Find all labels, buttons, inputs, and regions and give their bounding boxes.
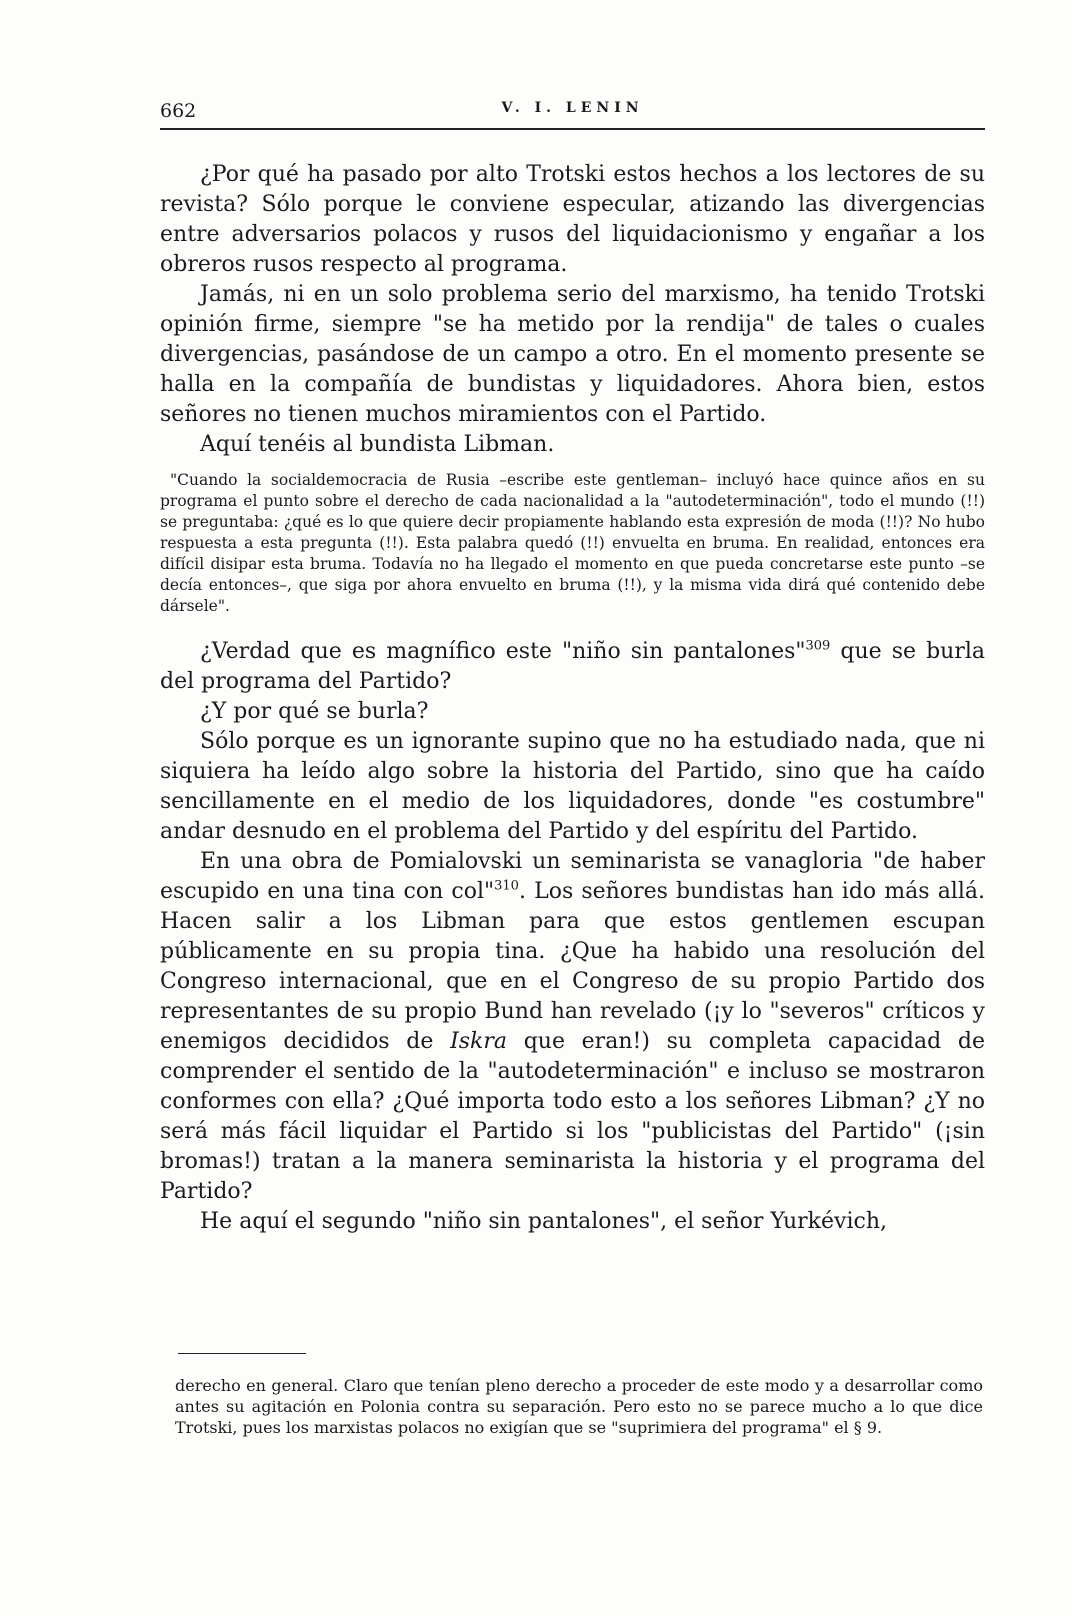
page-header (160, 100, 985, 130)
footnote-text: derecho en general. Claro que tenían pleno derecho a proceder de este modo y a desarrollar como antes su agitación en Polonia contra su separación. Pero esto no se parece mucho a lo que dice Trotski, pues los marxistas polacos no exigían que se "suprimiera del programa" el § 9. (175, 1376, 983, 1437)
footnote-divider (178, 1353, 306, 1354)
paragraph-4 (160, 637, 985, 697)
paragraph-6: Sólo porque es un ignorante supino que no ha estudiado nada, que ni siquiera ha leído algo sobre la historia del Partido, sino que ha caído sencillamente en el medio de los liquidadores, donde "es costumbre" andar desnudo en el problema del Partido y del espíritu del Partido. (160, 729, 985, 844)
block-quote (160, 470, 985, 617)
running-head: V. I. LENIN (501, 100, 644, 116)
paragraph-5: ¿Y por qué se burla? (200, 699, 429, 724)
main-text (160, 160, 985, 1237)
paragraph-7-text-end: que eran!) su completa capacidad de comprender el sentido de la "autodeterminación" e incluso se mostraron conformes con ella? ¿Qué importa todo esto a los señores Libman? ¿Y no será más fácil liquidar el Partido si los "publicistas del Partido" (¡sin bromas!) tratan a la manera seminarista la historia y el programa del Partido? (160, 1029, 985, 1204)
paragraph-7 (160, 847, 985, 1207)
quote-text: "Cuando la socialdemocracia de Rusia –escribe este gentleman– incluyó hace quince años en su programa el punto sobre el derecho de cada nacionalidad a la "autodeterminación", todo el mundo (!!) se preguntaba: ¿qué es lo que quiere decir propiamente hablando esta expresión de moda (!!)? No hubo respuesta a esta pregunta (!!). Esta palabra quedó (!!) envuelta en bruma. En realidad, entonces era difícil disipar esta bruma. Todavía no ha llegado el momento en que pueda concretarse este punto –se decía entonces–, que siga por ahora envuelto en bruma (!!), y la misma vida dirá qué contenido debe dársele". (160, 471, 985, 615)
page-number: 662 (160, 100, 197, 122)
paragraph-4-text: ¿Verdad que es magnífico este "niño sin pantalones" (200, 639, 806, 664)
reference-309: 309 (805, 638, 831, 654)
paragraph-7-text: En una obra de Pomialovski un seminarista se vanagloria "de haber escupido en una tina con col" (160, 849, 985, 904)
paragraph-7-text-mid: . Los señores bundistas han ido más allá. Hacen salir a los Libman para que estos gentlemen escupan públicamente en su propia tina. ¿Que ha habido una resolución del Congreso internacional, que en el Congreso de su propio Partido dos representantes de su propio Bund han revelado (¡y lo "severos" críticos y enemigos decididos de (160, 879, 985, 1054)
footnote (175, 1375, 983, 1438)
paragraph-8: He aquí el segundo "niño sin pantalones", el señor Yurkévich, (200, 1209, 887, 1234)
paragraph-2: Jamás, ni en un solo problema serio del marxismo, ha tenido Trotski opinión firme, siempre "se ha metido por la rendija" de tales o cuales divergencias, pasándose de un campo a otro. En el momento presente se halla en la compañía de bundistas y liquidadores. Ahora bien, estos señores no tienen muchos miramientos con el Partido. (160, 282, 985, 427)
paragraph-3: Aquí tenéis al bundista Libman. (200, 432, 555, 457)
reference-310: 310 (494, 878, 519, 894)
paragraph-1: ¿Por qué ha pasado por alto Trotski estos hechos a los lectores de su revista? Sólo porque le conviene especular, atizando las divergencias entre adversarios polacos y rusos del liquidacionismo y engañar a los obreros rusos respecto al programa. (160, 162, 985, 277)
iskra-title: Iskra (450, 1029, 508, 1054)
paragraph-4-text-end: que se burla del programa del Partido? (160, 639, 985, 694)
